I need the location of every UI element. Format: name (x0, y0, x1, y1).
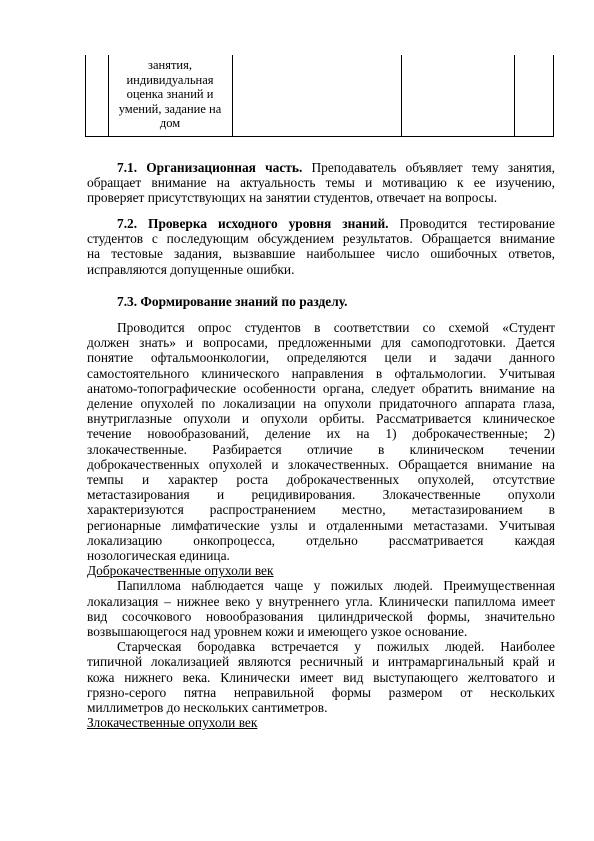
section-7-1-heading: 7.1. Организационная часть. (117, 160, 303, 175)
section-7-3-body (87, 320, 555, 730)
section-7-2-heading: 7.2. Проверка исходного уровня знаний. (117, 216, 389, 231)
paragraph-line: грязно-серого пятна неправильной формы размером от нескольких (87, 684, 555, 700)
table-column-divider (401, 55, 402, 136)
paragraph-line: Проводится тестирование (388, 216, 555, 231)
paragraph-line: на тестовые задания, вызвавшие наибольшее число ошибочных ответов, (87, 246, 555, 262)
paragraph-line: внутриглазные опухоли и опухоли орбиты. Рассматривается клиническое (87, 411, 555, 427)
benign-heading-line (87, 563, 555, 578)
malignant-tumors-heading: Злокачественные опухоли век (87, 715, 258, 731)
paragraph-line: злокачественные. Разбирается отличие в клиническом течении (87, 441, 555, 457)
paragraph-line: характеризуются распространением местно, метастазированием в (87, 502, 555, 518)
section-7-3-paragraph (87, 320, 555, 563)
paragraph-line: Папиллома наблюдается чаще у пожилых людей. Преимущественная (117, 578, 555, 594)
papilloma-paragraph (87, 578, 555, 639)
paragraph-line: локализация – нижнее веко у внутреннего угла. Клинически папиллома имеет (87, 593, 555, 609)
section-7-3 (87, 294, 555, 309)
paragraph-line: самостоятельного клинического направления в офтальмологии. Учитывая (87, 365, 555, 381)
paragraph-line: возвышающегося над уровнем кожи и имеющего узкое основание. (87, 624, 468, 640)
table-cell-line: умений, задание на (118, 101, 222, 116)
table-cell-line: индивидуальная (126, 72, 214, 87)
paragraph-line: нозологическая единица. (87, 548, 230, 564)
paragraph-line: проверяет присутствующих на занятии студентов, отвечает на вопросы. (87, 190, 498, 206)
table-column-divider (232, 55, 233, 136)
paragraph-line: должен знать» и вопросами, предложенными для самоподготовки. Дается (87, 335, 555, 351)
paragraph-line: метастазирования и рецидивирования. Злокачественные опухоли (87, 487, 555, 503)
paragraph-line: вид сосочкового новообразования цилиндрической формы, значительно (87, 608, 555, 624)
paragraph-line: регионарные лимфатические узлы и отдаленными метастазами. Учитывая (87, 517, 555, 533)
table-cell-line: дом (159, 116, 181, 131)
paragraph-line: исправляются допущенные ошибки. (87, 261, 295, 277)
paragraph-line: Преподаватель объявляет тему занятия, (302, 160, 555, 175)
senile-wart-paragraph (87, 639, 555, 715)
paragraph-line: анатомо-топографические особенности органа, следует обратить внимание на (87, 380, 555, 396)
lesson-plan-table-fragment (85, 55, 554, 137)
table-column-divider (514, 55, 515, 136)
paragraph-line: локализацию онкопроцесса, отдельно рассматривается каждая (87, 532, 555, 548)
paragraph-line: кожа нижнего века. Клинически имеет вид выступающего желтоватого и (87, 669, 555, 685)
benign-tumors-heading: Доброкачественные опухоли век (87, 563, 274, 579)
paragraph-line: студентов с последующим обсуждением результатов. Обращается внимание (87, 231, 555, 247)
section-7-1 (87, 160, 555, 206)
paragraph-line: деление опухолей по локализации на опухоли придаточного аппарата глаза, (87, 396, 555, 412)
paragraph-line: доброкачественных опухолей и злокачественных. Обращается внимание на (87, 456, 555, 472)
section-7-2 (87, 216, 555, 277)
paragraph-line: темпы и характер роста доброкачественных опухолей, отсутствие (87, 472, 555, 488)
table-cell-method (108, 58, 232, 131)
paragraph-line: Старческая бородавка встречается у пожилых людей. Наиболее (117, 639, 555, 655)
paragraph-line: понятие офтальмоонкологии, определяются цели и задачи данного (87, 350, 555, 366)
malignant-heading-line (87, 715, 555, 730)
section-7-1-paragraph (87, 160, 555, 206)
paragraph-line: миллиметров до нескольких сантиметров. (87, 700, 328, 716)
section-7-3-heading: 7.3. Формирование знаний по разделу. (117, 294, 348, 309)
paragraph-line: обращает внимание на актуальность темы и мотивацию к ее изучению, (87, 175, 555, 191)
section-7-3-heading-line (87, 294, 555, 309)
paragraph-line: течение новообразований, деление их на 1) доброкачественные; 2) (87, 426, 555, 442)
section-7-2-paragraph (87, 216, 555, 277)
paragraph-line: типичной локализацией являются ресничный и интрамаргинальный край и (87, 654, 555, 670)
paragraph-line: Проводится опрос студентов в соответствии со схемой «Студент (117, 320, 555, 335)
table-cell-line: занятия, (148, 58, 192, 72)
table-cell-line: оценка знаний и (126, 87, 214, 102)
